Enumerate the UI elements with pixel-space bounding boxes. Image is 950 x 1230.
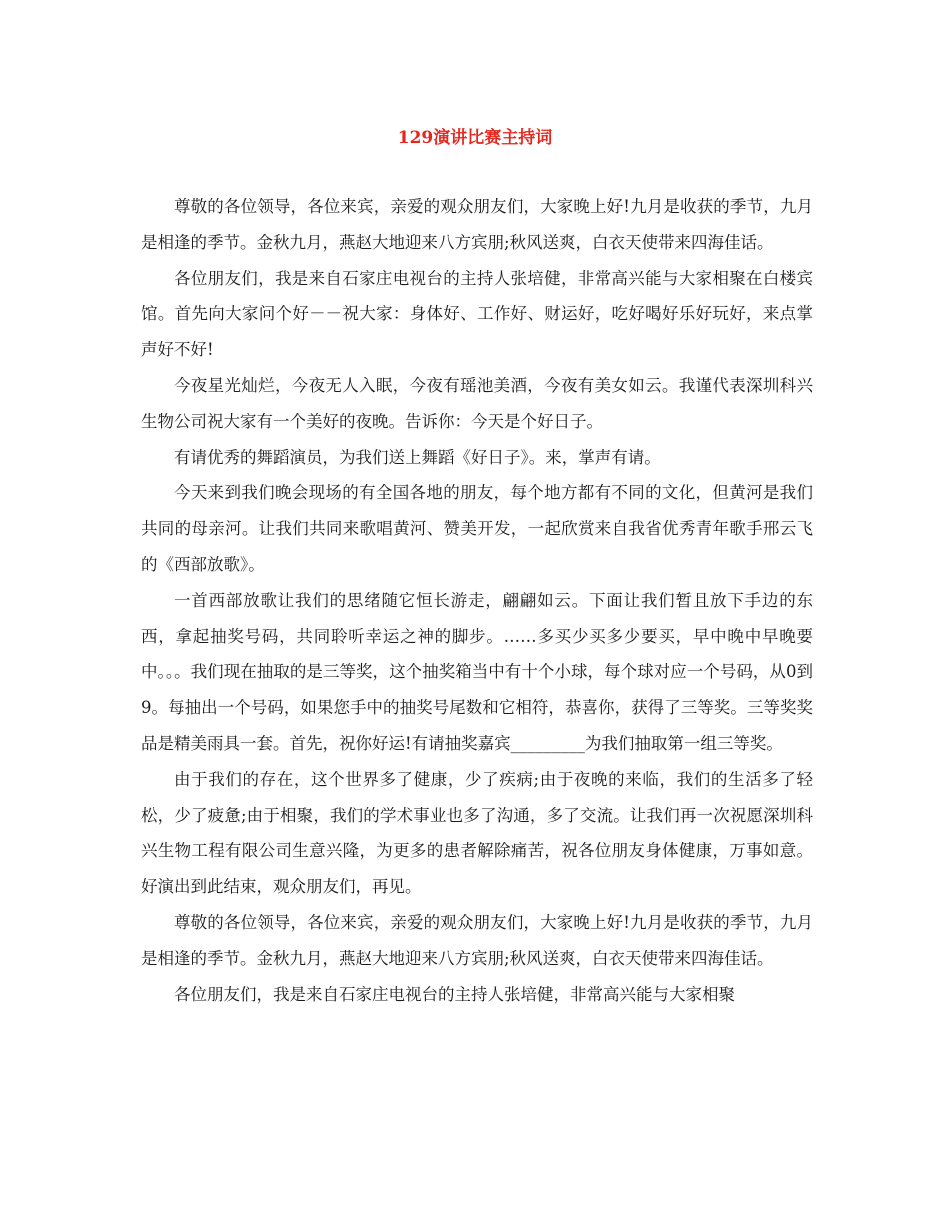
paragraph-host-intro: 各位朋友们，我是来自石家庄电视台的主持人张培健，非常高兴能与大家相聚在白楼宾馆。首先向大家问个好－－祝大家：身体好、工作好、财运好，吃好喝好乐好玩好，来点掌声好不好! — [141, 268, 813, 360]
paragraph-closing: 由于我们的存在，这个世界多了健康，少了疾病;由于夜晚的来临，我们的生活多了轻松，少了疲惫;由于相聚，我们的学术事业也多了沟通，多了交流。让我们再一次祝愿深圳科兴生物工程有限公司生意兴隆，为更多的患者解除痛苦，祝各位朋友身体健康，万事如意。好演出到此结束，观众朋友们，再见。 — [141, 769, 813, 897]
paragraph-song-intro: 今天来到我们晚会现场的有全国各地的朋友，每个地方都有不同的文化，但黄河是我们共同的母亲河。让我们共同来歌唱黄河、赞美开发，一起欣赏来自我省优秀青年歌手邢云飞的《西部放歌》。 — [141, 483, 813, 574]
paragraph-lottery: 一首西部放歌让我们的思绪随它恒长游走，翩翩如云。下面让我们暂且放下手边的东西，拿起抽奖号码，共同聆听幸运之神的脚步。……多买少买多少要买，早中晚中早晚要中。。。我们现在抽取的是三等奖，这个抽奖箱当中有十个小球，每个球对应一个号码，从0到9。每抽出一个号码，如果您手中的抽奖号尾数和它相符，恭喜你，获得了三等奖。三等奖奖品是精美雨具一套。首先，祝你好运!有请抽奖嘉宾_________为我们抽取第一组三等奖。 — [141, 590, 813, 753]
paragraph-dance-intro: 有请优秀的舞蹈演员，为我们送上舞蹈《好日子》。来，掌声有请。 — [174, 447, 661, 467]
paragraph-greeting: 尊敬的各位领导，各位来宾，亲爱的观众朋友们，大家晚上好!九月是收获的季节，九月是相逢的季节。金秋九月，燕赵大地迎来八方宾朋;秋风送爽，白衣天使带来四海佳话。 — [141, 197, 813, 252]
paragraph-host-intro-repeat: 各位朋友们，我是来自石家庄电视台的主持人张培健，非常高兴能与大家相聚 — [174, 984, 735, 1004]
document-title: 129演讲比赛主持词 — [397, 128, 553, 148]
paragraph-tonight: 今夜星光灿烂，今夜无人入眠，今夜有瑶池美酒，今夜有美女如云。我谨代表深圳科兴生物公司祝大家有一个美好的夜晚。告诉你：今天是个好日子。 — [141, 375, 813, 431]
paragraph-greeting-repeat: 尊敬的各位领导，各位来宾，亲爱的观众朋友们，大家晚上好!九月是收获的季节，九月是相逢的季节。金秋九月，燕赵大地迎来八方宾朋;秋风送爽，白衣天使带来四海佳话。 — [141, 912, 813, 968]
document-body — [141, 189, 813, 1012]
